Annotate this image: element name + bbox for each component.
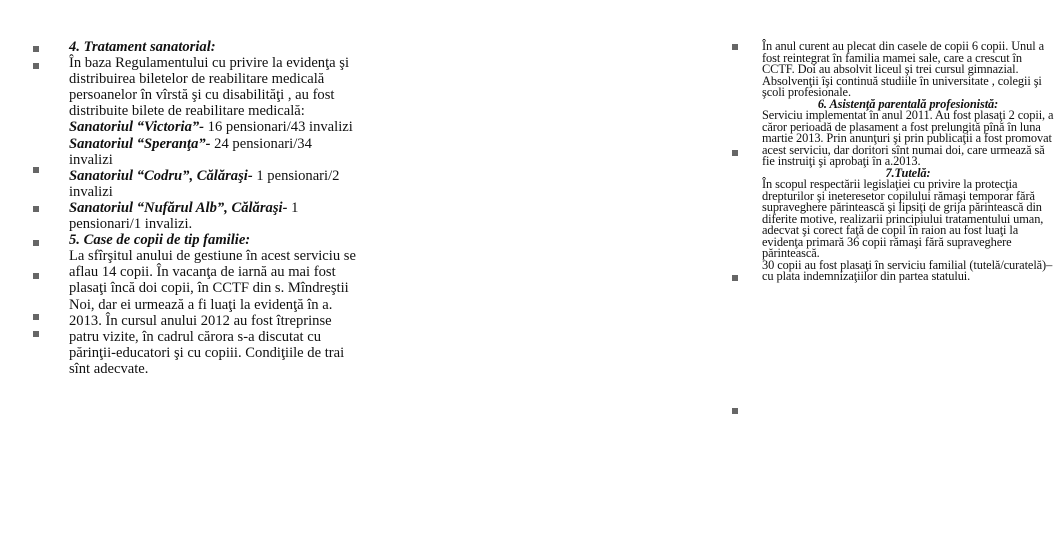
family-placement-paragraph: 30 copii au fost plasaţi în serviciu familial (tutelă/curatelă)– cu plata indemnizaţiilor din partea statului. — [762, 257, 1053, 283]
square-bullet-icon — [33, 206, 39, 212]
square-bullet-icon — [732, 408, 738, 414]
square-bullet-icon — [732, 44, 738, 50]
square-bullet-icon — [33, 167, 39, 173]
children-left-paragraph: În anul curent au plecat din casele de copii 6 copii. Unul a fost reintegrat în familia mamei sale, care a crescut în CCTF. Doi au absolvit liceul şi trei cursul gimnazial. Absolvenţii îşi continuă studiile în universitate , colegii şi şcoli profesionale. — [762, 39, 1044, 99]
parental-assistance-paragraph: Serviciu implementat în anul 2011. Au fost plasaţi 2 copii, a căror perioadă de plasament a fost prelungită pînă în luna martie 2013. Prin anunţuri şi prin publicaţii a fost promovat acest serviciu, dar doritori sînt numai doi, care urmează să fie instruiţi şi aprobaţi în a.2013. — [762, 108, 1054, 168]
left-text-block — [69, 39, 359, 377]
square-bullet-icon — [33, 63, 39, 69]
square-bullet-icon — [33, 46, 39, 52]
square-bullet-icon — [33, 314, 39, 320]
square-bullet-icon — [732, 150, 738, 156]
square-bullet-icon — [33, 331, 39, 337]
family-homes-paragraph: La sfîrşitul anului de gestiune în acest serviciu se aflau 14 copii. În vacanţa de iarnă au mai fost plasaţi încă doi copii, în CCTF din s. Mîndreştii Noi, dar ei urmează a fi luaţi la evidenţă în a. 2013. În cursul anului 2012 au fost îtreprinse patru vizite, în cadrul cărora s-a discutat cu părinţii-educatori şi cu copiii. Condiţiile de trai sînt adecvate. — [69, 248, 356, 377]
sanatorium-item: Sanatoriul “Nufărul Alb”, Călăraşi- 1 pensionari/1 invalizi. — [69, 199, 299, 233]
square-bullet-icon — [33, 273, 39, 279]
regulation-paragraph: În baza Regulamentului cu privire la evidenţa şi distribuirea biletelor de reabilitare medicală persoanelor în vîrstă şi cu disabilităţi , au fost distribuite bilete de reabilitare medicală: — [69, 55, 350, 120]
sanatorium-item: Sanatoriul “Codru”, Călăraşi- 1 pensionari/2 invalizi — [69, 167, 340, 200]
guardianship-paragraph: În scopul respectării legislaţiei cu privire la protecţia drepturilor şi ineteresetor copilului rămaşi temporar fără supraveghere părintească şi lipsiţi de grija părintească din diferite motive, realizarii principiului tratamentului uman, adecvat şi corect faţă de copil în raion au fost luaţi la evidenţa primară 36 copii rămaşi fără supraveghere părintească. — [762, 177, 1044, 260]
heading-family-homes: 5. Case de copii de tip familie: — [69, 232, 251, 249]
sanatorium-item: Sanatoriul “Speranţa”- 24 pensionari/34 invalizi — [69, 135, 312, 168]
heading-treatment: 4. Tratament sanatorial: — [69, 39, 216, 55]
heading-guardianship: 7.Tutelă: — [885, 165, 931, 180]
right-text-block — [762, 41, 1054, 283]
square-bullet-icon — [33, 240, 39, 246]
sanatorium-item: Sanatoriul “Victoria”- 16 pensionari/43 invalizi — [69, 119, 353, 136]
square-bullet-icon — [732, 275, 738, 281]
heading-parental-assistance: 6. Asistenţă parentală profesionistă: — [817, 96, 999, 111]
